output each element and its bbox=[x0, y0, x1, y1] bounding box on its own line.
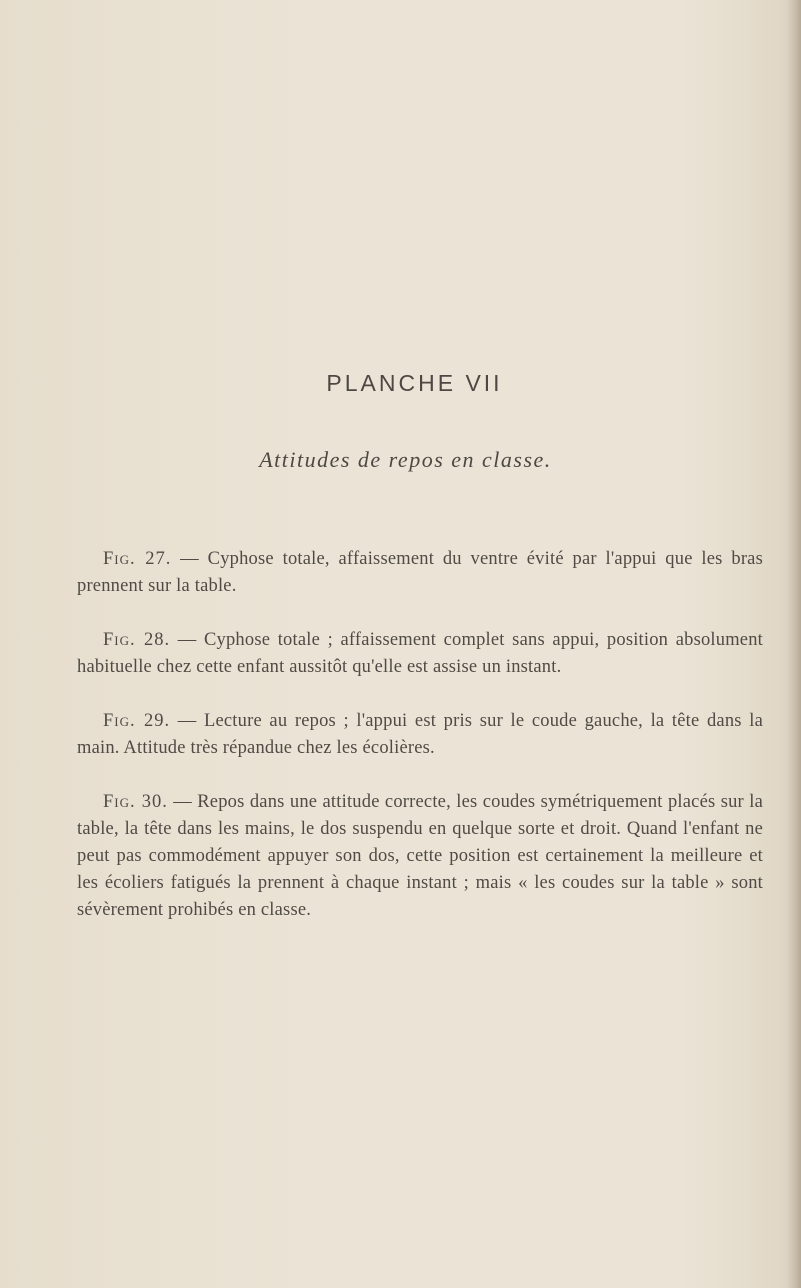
figure-30-text: — Repos dans une attitude correcte, les coudes symétriquement placés sur la table, la tête dans les mains, le dos suspendu en quelque sorte et droit. Quand l'enfant ne peut pas commodément appuyer son dos, cette position est certainement la meilleure et les écoliers fatigués la prennent à chaque instant ; mais « les coudes sur la table » sont sévèrement prohibés en classe. bbox=[77, 792, 763, 920]
figure-28-caption bbox=[77, 627, 763, 681]
plate-subtitle: Attitudes de repos en classe. bbox=[259, 447, 552, 472]
figure-29-text: — Lecture au repos ; l'appui est pris sur le coude gauche, la tête dans la main. Attitude très répandue chez les écolières. bbox=[77, 711, 763, 758]
page-edge-shadow bbox=[787, 0, 801, 1288]
figure-27-text: — Cyphose totale, affaissement du ventre évité par l'appui que les bras prennent sur la table. bbox=[77, 549, 763, 596]
figure-30-caption bbox=[77, 789, 763, 924]
figure-28-text: — Cyphose totale ; affaissement complet sans appui, position absolument habituelle chez cette enfant aussitôt qu'elle est assise un instant. bbox=[77, 630, 764, 677]
plate-title: PLANCHE VII bbox=[326, 370, 503, 396]
figure-27-caption bbox=[77, 546, 763, 600]
figure-legend bbox=[77, 546, 763, 951]
figure-27-label: Fig. 27. bbox=[103, 549, 172, 569]
figure-29-caption bbox=[77, 708, 763, 762]
figure-30-label: Fig. 30. bbox=[103, 792, 168, 812]
figure-28-label: Fig. 28. bbox=[103, 630, 171, 650]
figure-29-label: Fig. 29. bbox=[103, 711, 171, 731]
